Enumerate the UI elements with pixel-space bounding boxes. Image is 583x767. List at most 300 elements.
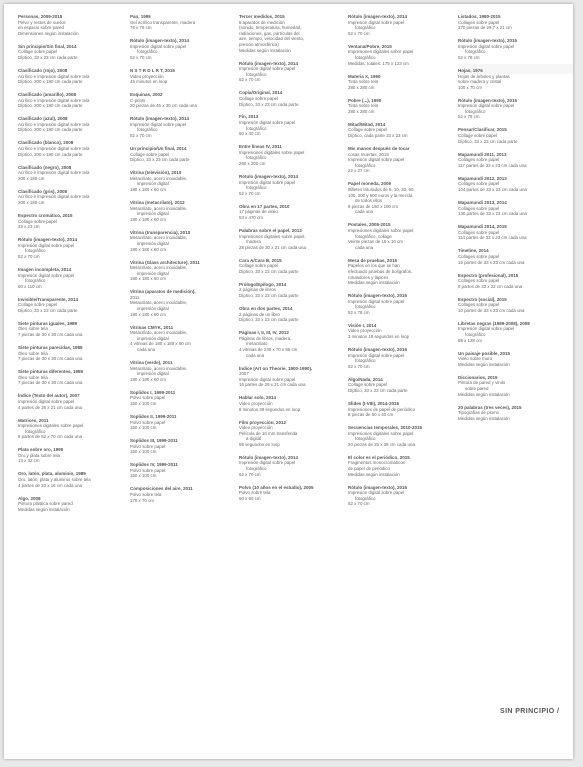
entry-title: Composiciones del aire, 2011 — [130, 486, 193, 492]
entry-detail: Díptico, 33 x 23 cm cada parte — [130, 157, 190, 163]
entry-detail: Impresión digital sobre papel — [239, 66, 296, 72]
entry-detail: 180 x 180 x 60 cm — [130, 311, 166, 317]
entry-detail: Polvo sobre papel — [130, 443, 166, 449]
entry-detail: 130 partes de 33 x 23 cm cada una — [458, 211, 527, 217]
entry-detail: fotográfico — [355, 358, 376, 364]
entry-detail: Veinte piezas de 15 x 10 cm — [348, 239, 403, 245]
entry-detail: 76 x 76 cm — [130, 25, 152, 31]
entry-detail: Medidas según instalación — [458, 415, 510, 421]
entry-detail: Óleo sobre tela — [18, 350, 48, 356]
entry-detail: cada una — [355, 209, 374, 215]
entry-detail: Billetes triturados de 5, 10, 20, 50, — [348, 187, 415, 192]
entry-detail: C-prints — [130, 97, 146, 103]
entry-detail: Video proyección — [239, 400, 273, 406]
entry-detail: Impresión digital sobre papel — [130, 43, 187, 49]
entry-detail: 7 piezas de 30 x 30 cm cada una — [18, 332, 83, 338]
entry-detail: fotográfico — [246, 155, 267, 161]
entry-detail: Impresión digital sobre papel — [239, 179, 296, 185]
entry-detail: Díptico, cada parte 33 x 23 cm — [348, 133, 408, 139]
entry-title: Mapamundi 2014, 2015 — [458, 224, 507, 230]
entry-detail: Díptico, 33 x 23 cm cada parte — [458, 138, 518, 144]
catalog-entry — [348, 455, 451, 477]
entry-detail: Impresiones digitales sobre papel — [348, 49, 414, 55]
entry-detail: radiaciones, gas, partículas del — [239, 30, 300, 36]
entry-detail: 180 x 180 x 60 cm — [130, 276, 166, 282]
entry-detail: 100, 200 y 500 euros y la mezcla — [348, 192, 413, 198]
entry-title: Clasificado (negro), 2008 — [18, 164, 72, 170]
catalog-entry — [458, 351, 561, 368]
entry-detail: fotográfico — [465, 108, 486, 114]
entry-detail: Impresión digital sobre papel — [18, 272, 75, 278]
catalog-entry — [130, 325, 233, 353]
catalog-entry — [239, 485, 342, 502]
catalog-entry — [130, 38, 233, 60]
catalog-entry — [458, 321, 561, 343]
entry-detail: impresión digital — [137, 211, 169, 217]
entry-title: Vitrina (verde), 2011 — [130, 360, 173, 365]
catalog-entry — [458, 297, 561, 314]
catalog-entry — [18, 14, 121, 36]
entry-title: Rótulo (imagen-texto), 2014 — [130, 116, 190, 122]
catalog-entry — [348, 293, 451, 315]
entry-detail: Oro, latón, plata y aluminio sobre tela — [18, 477, 91, 483]
catalog-entry — [458, 224, 561, 241]
catalog-entry — [239, 420, 342, 448]
entry-detail: fotográfico — [465, 49, 486, 55]
catalog-entry — [130, 146, 233, 163]
entry-detail: 7 piezas de 30 x 30 cm cada una — [18, 380, 83, 386]
catalog-entry — [348, 425, 451, 447]
entry-detail: 15 partes de 33 x 23 cm cada una — [458, 259, 525, 265]
catalog-entry — [348, 222, 451, 250]
catalog-entry — [130, 486, 233, 503]
footer-label: SIN PRINCIPIO / — [500, 708, 560, 715]
entry-detail: 200 x 180 cm — [18, 199, 45, 205]
entry-title: Mapamundi 2013, 2014 — [458, 199, 507, 205]
entry-title: Obra en 17 partes, 2010 — [239, 203, 290, 209]
entry-detail: 17 páginas de vinilo — [239, 209, 278, 215]
entry-detail: 180 x 180 x 60 cm — [130, 246, 166, 252]
entry-title: Algo/Nada, 2014 — [348, 376, 383, 382]
entry-detail: 4 vitrinas de 180 x 180 x 60 cm — [130, 341, 191, 347]
entry-detail: 52 x 70 cm — [348, 30, 370, 36]
column-2 — [130, 14, 233, 511]
entry-title: Invisible/Transparente, 2014 — [18, 296, 79, 302]
catalog-entry — [239, 282, 342, 299]
entry-detail: 52 x 70 cm — [348, 501, 370, 507]
entry-detail: Acrílico e impresión digital sobre tela — [18, 73, 90, 79]
entry-title: Rótulo (imagen-texto), 2015 — [348, 293, 408, 299]
entry-detail: impresión digital — [137, 181, 169, 187]
catalog-entry — [348, 181, 451, 215]
entry-title: Índice (Art on Theorie, 1900-1990), — [239, 365, 313, 371]
entry-detail: Collages sobre papel — [458, 157, 500, 163]
catalog-entry — [130, 170, 233, 192]
catalog-entry — [239, 455, 342, 477]
entry-title: 20 palabras (tres veces), 2015 — [458, 404, 522, 410]
entry-detail: Tipografías de plomo — [458, 410, 500, 416]
entry-title: Entre líneas IV, 2011 — [239, 144, 282, 150]
entry-detail: 114 partes de 33 x 23 cm cada una — [458, 235, 527, 241]
entry-detail: 3 minutos 18 segundos en loop — [348, 334, 410, 340]
entry-title: Rótulo (imagen-texto), 2014 — [130, 38, 190, 44]
entry-title: Listados, 1980-2015 — [458, 14, 501, 19]
entry-detail: Vinilo sobre muro — [458, 356, 493, 362]
catalog-entry — [130, 68, 233, 85]
entry-detail: 180 x 180 x 60 cm — [130, 216, 166, 222]
entry-title: Prólogo/Epílogo, 2014 — [239, 281, 287, 287]
entry-detail: Díptico, 33 x 23 cm cada parte — [348, 387, 408, 393]
catalog-entry — [348, 122, 451, 139]
entry-title: Espectro cromático, 2015 — [18, 212, 73, 218]
entry-detail: Collages sobre papel — [458, 302, 500, 308]
catalog-entry — [239, 228, 342, 250]
catalog-entry — [348, 74, 451, 91]
entry-title: Rótulo (imagen-texto), 2014 — [18, 237, 78, 243]
entry-detail: 100 x 70 cm — [458, 84, 482, 90]
catalog-entry — [130, 289, 233, 317]
catalog-entry — [458, 200, 561, 217]
entry-detail: Acrílico e impresión digital sobre tela — [18, 97, 90, 103]
entry-detail: 53 x 470 cm — [239, 214, 263, 220]
catalog-entry — [239, 174, 342, 196]
entry-title: Vitrina (televisión), 2010 — [130, 170, 182, 176]
entry-detail: presión atmosférica) — [239, 41, 279, 47]
entry-title: Papel moneda, 2009 — [348, 181, 392, 187]
entry-detail: 10 partes de 33 x 23 cm cada una — [458, 307, 525, 313]
catalog-entry — [130, 92, 233, 109]
entry-detail: Metacrilato, acero inoxidable, — [130, 365, 188, 371]
entry-title: Vitrinas CMYK, 2011 — [130, 324, 174, 330]
entry-title: Vitrina (metacrilato), 2012 — [130, 199, 185, 205]
entry-title: Un principio/Un final, 2014 — [130, 146, 187, 152]
catalog-entry — [18, 44, 121, 61]
entry-detail: (sonido, temperatura, humedad, — [239, 25, 302, 31]
catalog-entry — [18, 189, 121, 206]
entry-title: Vitrina (Glass architecture), 2011 — [130, 259, 200, 265]
entry-detail: 180 x 180 x 60 cm — [130, 376, 166, 382]
entry-detail: 2011 — [130, 294, 140, 300]
entry-detail: Gel acrílico transparente, madera — [130, 19, 196, 25]
catalog-entry — [348, 377, 451, 394]
entry-title: Clasificado (amarillo), 2008 — [18, 92, 77, 98]
entry-detail: 8 partes de 52 x 70 cm cada una — [18, 434, 82, 440]
entry-detail: Papeles en los que se han — [348, 263, 400, 269]
entry-detail: 150 x 100 cm — [130, 400, 157, 406]
catalog-entry — [239, 61, 342, 83]
entry-detail: Collages sobre papel — [458, 19, 500, 25]
catalog-entry — [458, 152, 561, 169]
catalog-entry — [18, 369, 121, 386]
entry-title: Rótulo (imagen-texto), 2014 — [239, 174, 299, 180]
entry-detail: 4 vitrinas de 230 x 70 x 95 cm — [239, 347, 298, 353]
catalog-entry — [130, 14, 233, 31]
entry-detail: Óleo sobre tela — [18, 326, 48, 332]
entry-detail: 8 aparatos de medición — [239, 19, 285, 25]
catalog-entry — [239, 366, 342, 388]
entry-detail: Páginas de libros, madera, — [239, 335, 292, 341]
entry-detail: de todos ellos — [355, 198, 383, 204]
entry-detail: 52 x 70 cm — [130, 54, 152, 60]
entry-detail: Collages sobre papel — [458, 253, 500, 259]
catalog-entry — [348, 14, 451, 36]
entry-title: Pobre (...), 1990 — [348, 97, 382, 103]
entry-title: Rótulo (imagen-texto), 2015 — [458, 38, 518, 44]
catalog-entry — [458, 375, 561, 397]
entry-detail: 28 piezas de 30 x 21 cm cada una — [239, 244, 306, 250]
entry-detail: Medidas según instalación — [239, 47, 291, 53]
entry-detail: fotográfico — [246, 185, 267, 191]
entry-detail: 4 partes de 23 x 16 cm cada una — [18, 482, 82, 488]
catalog-entry — [130, 200, 233, 222]
entry-detail: 59 segundos en loop — [239, 441, 280, 447]
catalog-entry — [458, 176, 561, 193]
entry-detail: impresión digital — [137, 371, 169, 377]
entry-detail: Pintura de pared y vinilo — [458, 380, 506, 386]
entry-detail: Collage sobre papel — [18, 302, 58, 308]
entry-detail: fotográfico — [25, 428, 46, 434]
entry-title: Espectro (profesional), 2015 — [458, 272, 519, 278]
catalog-entry — [239, 14, 342, 53]
catalog-entry — [239, 306, 342, 323]
entry-title: Clasificado (gris), 2008 — [18, 188, 68, 194]
entry-detail: fotográfico — [246, 71, 267, 77]
entry-detail: Óleo sobre tela — [18, 374, 48, 380]
entry-detail: 52 x 78 cm — [458, 54, 480, 60]
catalog-entry — [239, 90, 342, 107]
entry-detail: Metacrilato, acero inoxidable, — [130, 205, 188, 211]
entry-title: Fin, 2013 — [239, 114, 259, 120]
entry-detail: cada una — [355, 244, 374, 250]
entry-title: Soplidos II, 1999-2011 — [130, 413, 177, 419]
entry-title: Pensar/Clasificar, 2015 — [458, 127, 507, 133]
entry-detail: Collages sobre papel — [458, 278, 500, 284]
entry-detail: Collage sobre papel — [458, 133, 498, 139]
catalog-entry — [18, 393, 121, 410]
entry-detail: impresión digital — [137, 270, 169, 276]
catalog-entry — [348, 44, 451, 66]
entry-detail: metacrilato — [246, 341, 268, 347]
entry-detail: Acrílico e impresión digital sobre tela — [18, 146, 90, 152]
entry-title: Rótulo (imagen-texto), 2015 — [348, 484, 408, 490]
entry-title: Tercer medidos, 2015 — [239, 14, 285, 19]
entry-detail: Collage sobre papel — [18, 49, 58, 55]
entry-detail: fotográfico — [355, 162, 376, 168]
entry-detail: 22 x 27 cm — [348, 168, 370, 174]
catalog-entry — [18, 213, 121, 230]
entry-detail: fotográfico — [355, 436, 376, 442]
catalog-entry — [18, 267, 121, 289]
entry-detail: Metacrilato, acero inoxidable, — [130, 265, 188, 271]
entry-title: Libretas negras (1989-2008), 2008 — [458, 320, 530, 326]
entry-title: Secuencias temporales, 2010-2015 — [348, 425, 423, 431]
catalog-entry — [458, 248, 561, 265]
entry-title: Mesa de pruebas, 2015 — [348, 257, 398, 263]
entry-detail: Polvo sobre papel — [130, 395, 166, 401]
entry-detail: Medidas según instalación — [458, 361, 510, 367]
catalog-entry — [130, 360, 233, 382]
entry-detail: Collage sobre papel — [348, 382, 388, 388]
entry-title: Rótulo (imagen-texto), 2015 — [458, 97, 518, 103]
entry-detail: 20 piezas de 45 x 30 cm cada una — [130, 103, 197, 109]
entry-detail: Metacrilato, acero inoxidable, — [130, 330, 188, 336]
entry-title: Soplidos I, 1999-2011 — [130, 389, 176, 395]
entry-detail: Impresión digital sobre papel — [239, 376, 296, 382]
catalog-entry — [18, 237, 121, 259]
entry-title: Film proyección, 2012 — [239, 419, 287, 425]
catalog-entry — [18, 418, 121, 440]
entry-detail: 50 x 60 cm — [239, 495, 261, 501]
entry-detail: 52 x 70 cm — [239, 190, 261, 196]
entry-title: Páginas I, II, III, IV, 2012 — [239, 330, 289, 336]
entry-detail: a digital — [246, 436, 262, 442]
entry-title: Diccionarios, 2015 — [458, 374, 498, 380]
catalog-entry — [348, 347, 451, 369]
entry-detail: 200 x 180 cm — [18, 175, 45, 181]
entry-title: Algo, 2008 — [18, 495, 41, 501]
entry-detail: cosas muertas, 2015 — [348, 151, 389, 157]
column-1 — [18, 14, 121, 520]
entry-detail: Fragmentos monocromáticos — [348, 460, 405, 466]
entry-detail: Collage sobre papel — [239, 263, 279, 269]
entry-detail: sobre pared — [465, 385, 489, 391]
entry-detail: fotográfico, collage — [355, 233, 392, 239]
entry-title: Siete pinturas parecidas, 1989 — [18, 345, 83, 351]
catalog-entry — [458, 405, 561, 422]
entry-detail: Díptico, 200 x 180 cm cada parte — [18, 79, 83, 85]
entry-detail: 280 x 280 cm — [348, 108, 375, 114]
entry-detail: Díptico, 200 x 180 cm cada parte — [18, 127, 83, 133]
entry-detail: Impresión digital sobre papel — [18, 242, 75, 248]
entry-detail: fotográfico — [137, 49, 158, 55]
catalog-entry — [18, 345, 121, 362]
entry-title: Rótulo (imagen-texto), 2014 — [239, 454, 299, 460]
entry-title: Índice (Texto del autor), 2007 — [18, 393, 80, 399]
entry-detail: Collage sobre papel — [239, 95, 279, 101]
entry-detail: Impresión digital sobre papel — [18, 398, 75, 404]
entry-detail: 8 piezas de 50 x 40 cm — [348, 412, 394, 418]
entry-detail: 117 partes de 33 x 23 cm cada una — [458, 162, 527, 168]
entry-title: Rótulo (imagen-texto), 2015 — [348, 347, 408, 353]
entry-detail: cada una — [137, 347, 156, 353]
catalog-entry — [239, 395, 342, 412]
entry-detail: 16 partes de 29 x 21 cm cada una — [239, 382, 306, 388]
entry-detail: Impresión digital sobre papel — [348, 352, 405, 358]
entry-detail: cada una — [246, 352, 265, 358]
entry-detail: Impresión digital sobre papel — [130, 121, 187, 127]
entry-title: Rótulo (imagen-texto), 2014 — [239, 60, 299, 66]
entry-detail: Acrílico e impresión digital sobre tela — [18, 121, 90, 127]
entry-detail: Medidas según instalación — [348, 280, 400, 286]
entry-title: Timeline, 2014 — [458, 248, 489, 254]
entry-detail: Tinta sobre tela — [348, 79, 379, 85]
entry-title: Un paisaje posible, 2015 — [458, 350, 511, 356]
catalog-entry — [458, 38, 561, 60]
entry-title: Mapamundi 2012, 2013 — [458, 175, 507, 181]
catalog-entry — [18, 471, 121, 488]
entry-title: Esquinas, 2002 — [130, 92, 163, 98]
entry-title: Imagen incompleta, 2014 — [18, 266, 72, 272]
catalog-entry — [18, 165, 121, 182]
catalog-entry — [348, 258, 451, 286]
entry-detail: Díptico, 33 x 23 cm cada parte — [239, 268, 299, 274]
entry-detail: Medidas según instalación — [348, 471, 400, 477]
entry-detail: 60 x 110 cm — [18, 283, 42, 289]
entry-detail: sobre madera y cristal — [458, 79, 502, 85]
catalog-entry — [348, 485, 451, 507]
entry-detail: Metacrilato, acero inoxidable, — [130, 235, 188, 241]
entry-detail: 9 partes de 33 x 22 cm cada una — [458, 283, 522, 289]
entry-detail: fotográfico — [246, 466, 267, 472]
entry-title: Polvo (10 años en el estudio), 2005 — [239, 484, 314, 490]
entry-detail: fotográfico — [25, 278, 46, 284]
entry-title: Materia X, 1990 — [348, 73, 381, 79]
entry-detail: Dimensiones según instalación — [18, 30, 79, 36]
entry-detail: Acrílico e impresión digital sobre tela — [18, 194, 90, 200]
entry-detail: impresión digital — [137, 306, 169, 312]
entry-detail: Oro y plata sobre tela — [18, 452, 60, 458]
entry-detail: Collages sobre papel — [458, 229, 500, 235]
entry-detail: 52 x 70 cm — [130, 133, 152, 139]
entry-detail: Impresión digital sobre papel — [458, 326, 515, 332]
entry-detail: 20 piezas de 25 x 38 cm cada una — [348, 441, 415, 447]
entry-title: Rótulo (imagen-texto), 2014 — [348, 14, 408, 19]
entry-title: Siete pinturas iguales, 1989 — [18, 320, 78, 326]
entry-detail: Díptico, 33 x 23 cm cada parte — [18, 307, 78, 313]
entry-detail: 260 x 200 cm — [239, 161, 266, 167]
catalog-entry — [18, 321, 121, 338]
entry-detail: 88 x 128 cm — [458, 337, 482, 343]
entry-detail: 170 x 70 cm — [130, 497, 154, 503]
entry-detail: Impresión digital sobre papel — [348, 490, 405, 496]
entry-title: Plata sobre oro, 1990 — [18, 447, 64, 453]
entry-title: Postales, 2005-2015 — [348, 222, 391, 228]
catalog-entry — [239, 330, 342, 358]
entry-detail: 52 x 78 cm — [458, 114, 480, 120]
entry-title: Soplidos IV, 1999-2011 — [130, 462, 178, 468]
entry-detail: Pelvo y restos de suelos — [18, 19, 66, 25]
entry-detail: 150 x 100 cm — [130, 473, 157, 479]
entry-detail: Polvo sobre tela — [239, 490, 271, 496]
catalog-entry — [130, 230, 233, 252]
entry-title: Obra en dos partes, 2014 — [239, 306, 293, 312]
entry-detail: 52 x 70 cm — [348, 363, 370, 369]
entry-title: Palabras sobre el papel, 2013 — [239, 227, 302, 233]
entry-detail: impresión digital — [137, 335, 169, 341]
catalog-entry — [348, 146, 451, 174]
entry-title: Espectro (social), 2015 — [458, 296, 507, 302]
entry-detail: Video proyección — [130, 73, 164, 79]
entry-detail: Collage sobre papel — [348, 127, 388, 133]
entry-detail: fotográfico — [465, 332, 486, 338]
entry-detail: Impresión digital sobre papel — [348, 298, 405, 304]
entry-detail: impresión digital — [137, 240, 169, 246]
entry-title: El color es el periódico, 2015 — [348, 454, 410, 460]
entry-detail: 52 x 70 cm — [239, 77, 261, 83]
catalog-entry — [239, 258, 342, 275]
entry-detail: Díptico, 33 x 23 cm cada parte — [239, 101, 299, 107]
entry-detail: Medidas según instalación — [18, 506, 70, 512]
catalog-entry — [348, 98, 451, 115]
entry-detail: 280 x 280 cm — [348, 84, 375, 90]
entry-detail: Impresiones digitales sobre papel, — [239, 233, 306, 239]
entry-detail: 13 x 32 cm — [18, 458, 40, 464]
entry-detail: fotográfico — [355, 304, 376, 310]
entry-title: Vitrina (transparencia), 2010 — [130, 229, 191, 235]
entry-detail: 2007 — [239, 371, 249, 377]
entry-title: Ventana/Pobre, 2015 — [348, 43, 392, 49]
entry-title: Clasificado (blanco), 2008 — [18, 140, 74, 146]
